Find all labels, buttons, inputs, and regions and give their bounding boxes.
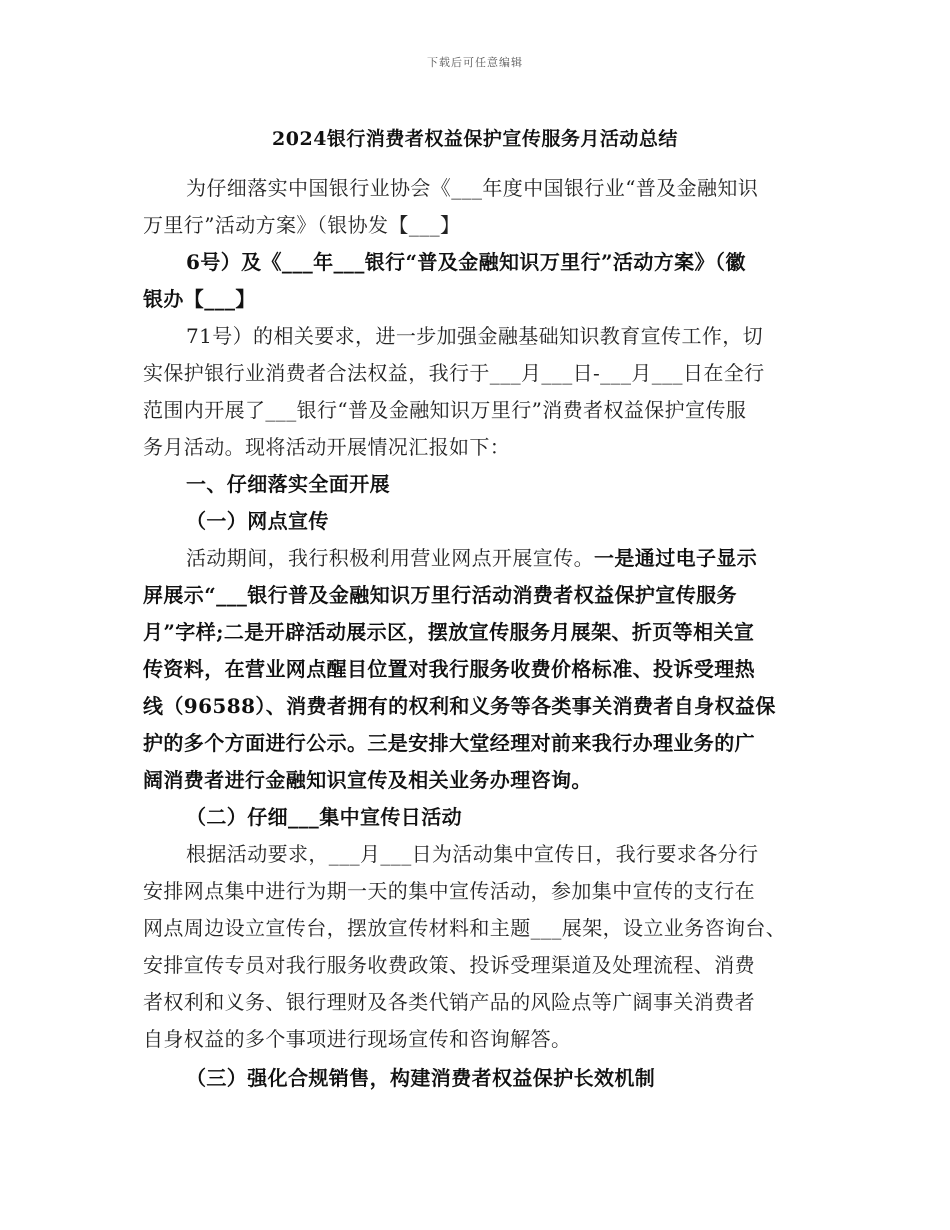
- paragraph-line: 阔消费者进行金融知识宣传及相关业务办理咨询。: [143, 768, 592, 792]
- header-note: 下载后可任意编辑: [427, 56, 523, 69]
- paragraph-line: 务月活动。现将活动开展情况汇报如下：: [143, 435, 511, 459]
- paragraph-line: 安排网点集中进行为期一天的集中宣传活动，参加集中宣传的支行在: [143, 879, 755, 903]
- paragraph-line: 传资料，在营业网点醒目位置对我行服务收费价格标准、投诉受理热: [143, 657, 755, 681]
- subsection-heading: （二）仔细___集中宣传日活动: [186, 805, 462, 829]
- paragraph-line: 者权利和义务、银行理财及各类代销产品的风险点等广阔事关消费者: [143, 990, 755, 1014]
- paragraph-line: 71号）的相关要求，进一步加强金融基础知识教育宣传工作，切: [186, 324, 764, 348]
- paragraph-line: 线（96588）、消费者拥有的权利和义务等各类事关消费者自身权益保: [143, 694, 776, 718]
- paragraph-line: 护的多个方面进行公示。三是安排大堂经理对前来我行办理业务的广: [143, 731, 755, 755]
- paragraph-line: 安排宣传专员对我行服务收费政策、投诉受理渠道及处理流程、消费: [143, 953, 755, 977]
- paragraph-line: 根据活动要求，___月___日为活动集中宣传日，我行要求各分行: [186, 842, 759, 866]
- paragraph-line: 6号）及《___年___银行“普及金融知识万里行”活动方案》（徽: [186, 250, 746, 274]
- paragraph-line: 屏展示“___银行普及金融知识万里行活动消费者权益保护宣传服务: [143, 583, 737, 607]
- section-heading: 一、仔细落实全面开展: [186, 472, 390, 496]
- paragraph-line: 自身权益的多个事项进行现场宣传和咨询解答。: [143, 1027, 572, 1051]
- paragraph-line: 为仔细落实中国银行业协会《___年度中国银行业“普及金融知识: [186, 176, 759, 200]
- paragraph-line: 月”字样;二是开辟活动展示区，摆放宣传服务月展架、折页等相关宣: [143, 620, 755, 644]
- paragraph-line: 范围内开展了___银行“普及金融知识万里行”消费者权益保护宣传服: [143, 398, 747, 422]
- paragraph-line: 万里行”活动方案》（银协发【___】: [143, 213, 461, 237]
- paragraph-line: 银办【___】: [143, 287, 256, 311]
- subsection-heading: （一）网点宣传: [186, 509, 329, 533]
- paragraph-line: 网点周边设立宣传台，摆放宣传材料和主题___展架，设立业务咨询台、: [143, 916, 787, 940]
- document-title: 2024银行消费者权益保护宣传服务月活动总结: [272, 128, 678, 150]
- subsection-heading: （三）强化合规销售，构建消费者权益保护长效机制: [186, 1066, 656, 1090]
- paragraph-line: 活动期间，我行积极利用营业网点开展宣传。一是通过电子显示: [186, 546, 758, 570]
- paragraph-line: 实保护银行业消费者合法权益，我行于___月___日-___月___日在全行: [143, 361, 765, 385]
